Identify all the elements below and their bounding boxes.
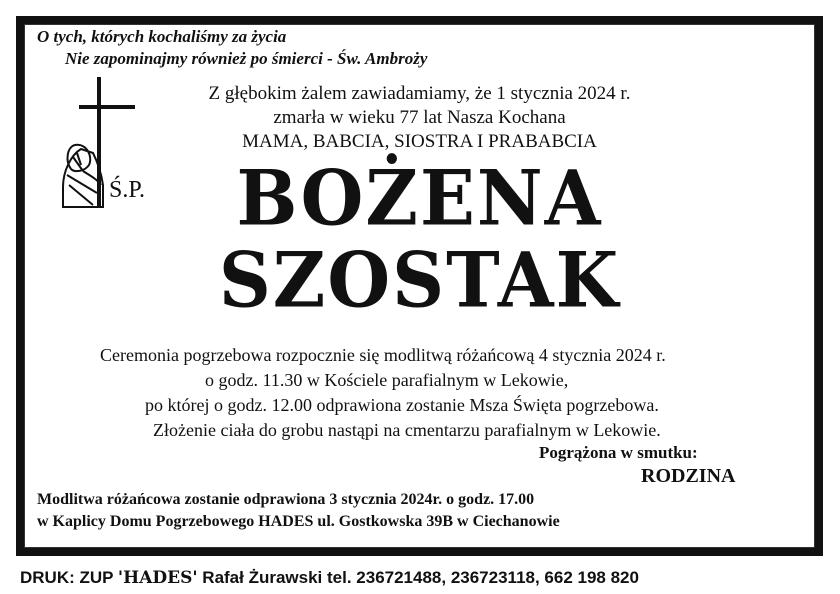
printer-prefix: DRUK: ZUP bbox=[20, 568, 118, 587]
prefix-sp: Ś.P. bbox=[109, 177, 146, 203]
quote-line-2: Nie zapominajmy również po śmierci - Św. Ambroży bbox=[65, 49, 428, 68]
ceremony-line-3: po której o godz. 12.00 odprawiona zostanie Msza Święta pogrzebowa. bbox=[145, 395, 659, 415]
announcement-line-2: zmarła w wieku 77 lat Nasza Kochana bbox=[273, 107, 566, 128]
quote-line-1: O tych, których kochaliśmy za życia bbox=[37, 27, 287, 46]
first-name: BOŻENA bbox=[236, 152, 603, 243]
printer-contact: Rafał Żurawski tel. 236721488, 236723118, 662 198 820 bbox=[197, 568, 639, 587]
printer-brand: 'HADES' bbox=[117, 568, 198, 588]
announcement-line-1: Z głębokim żalem zawiadamiamy, że 1 stycznia 2024 r. bbox=[208, 83, 631, 104]
ceremony-line-4: Złożenie ciała do grobu nastąpi na cmentarzu parafialnym w Lekowie. bbox=[153, 420, 661, 440]
rosary-line-2: w Kaplicy Domu Pogrzebowego HADES ul. Gostkowska 39B w Ciechanowie bbox=[37, 513, 560, 530]
ceremony-line-1: Ceremonia pogrzebowa rozpocznie się modlitwą różańcową 4 stycznia 2024 r. bbox=[100, 345, 666, 365]
printer-info bbox=[20, 568, 639, 588]
ceremony-line-2: o godz. 11.30 w Kościele parafialnym w Lekowie, bbox=[205, 370, 569, 390]
signature-family: RODZINA bbox=[641, 465, 736, 487]
announcement-line-3: MAMA, BABCIA, SIOSTRA I PRABABCIA bbox=[242, 131, 597, 152]
last-name: SZOSTAK bbox=[218, 234, 621, 325]
obituary-card bbox=[24, 24, 815, 548]
rosary-line-1: Modlitwa różańcowa zostanie odprawiona 3 stycznia 2024r. o godz. 17.00 bbox=[37, 491, 535, 508]
signature-label: Pogrążona w smutku: bbox=[539, 443, 698, 462]
